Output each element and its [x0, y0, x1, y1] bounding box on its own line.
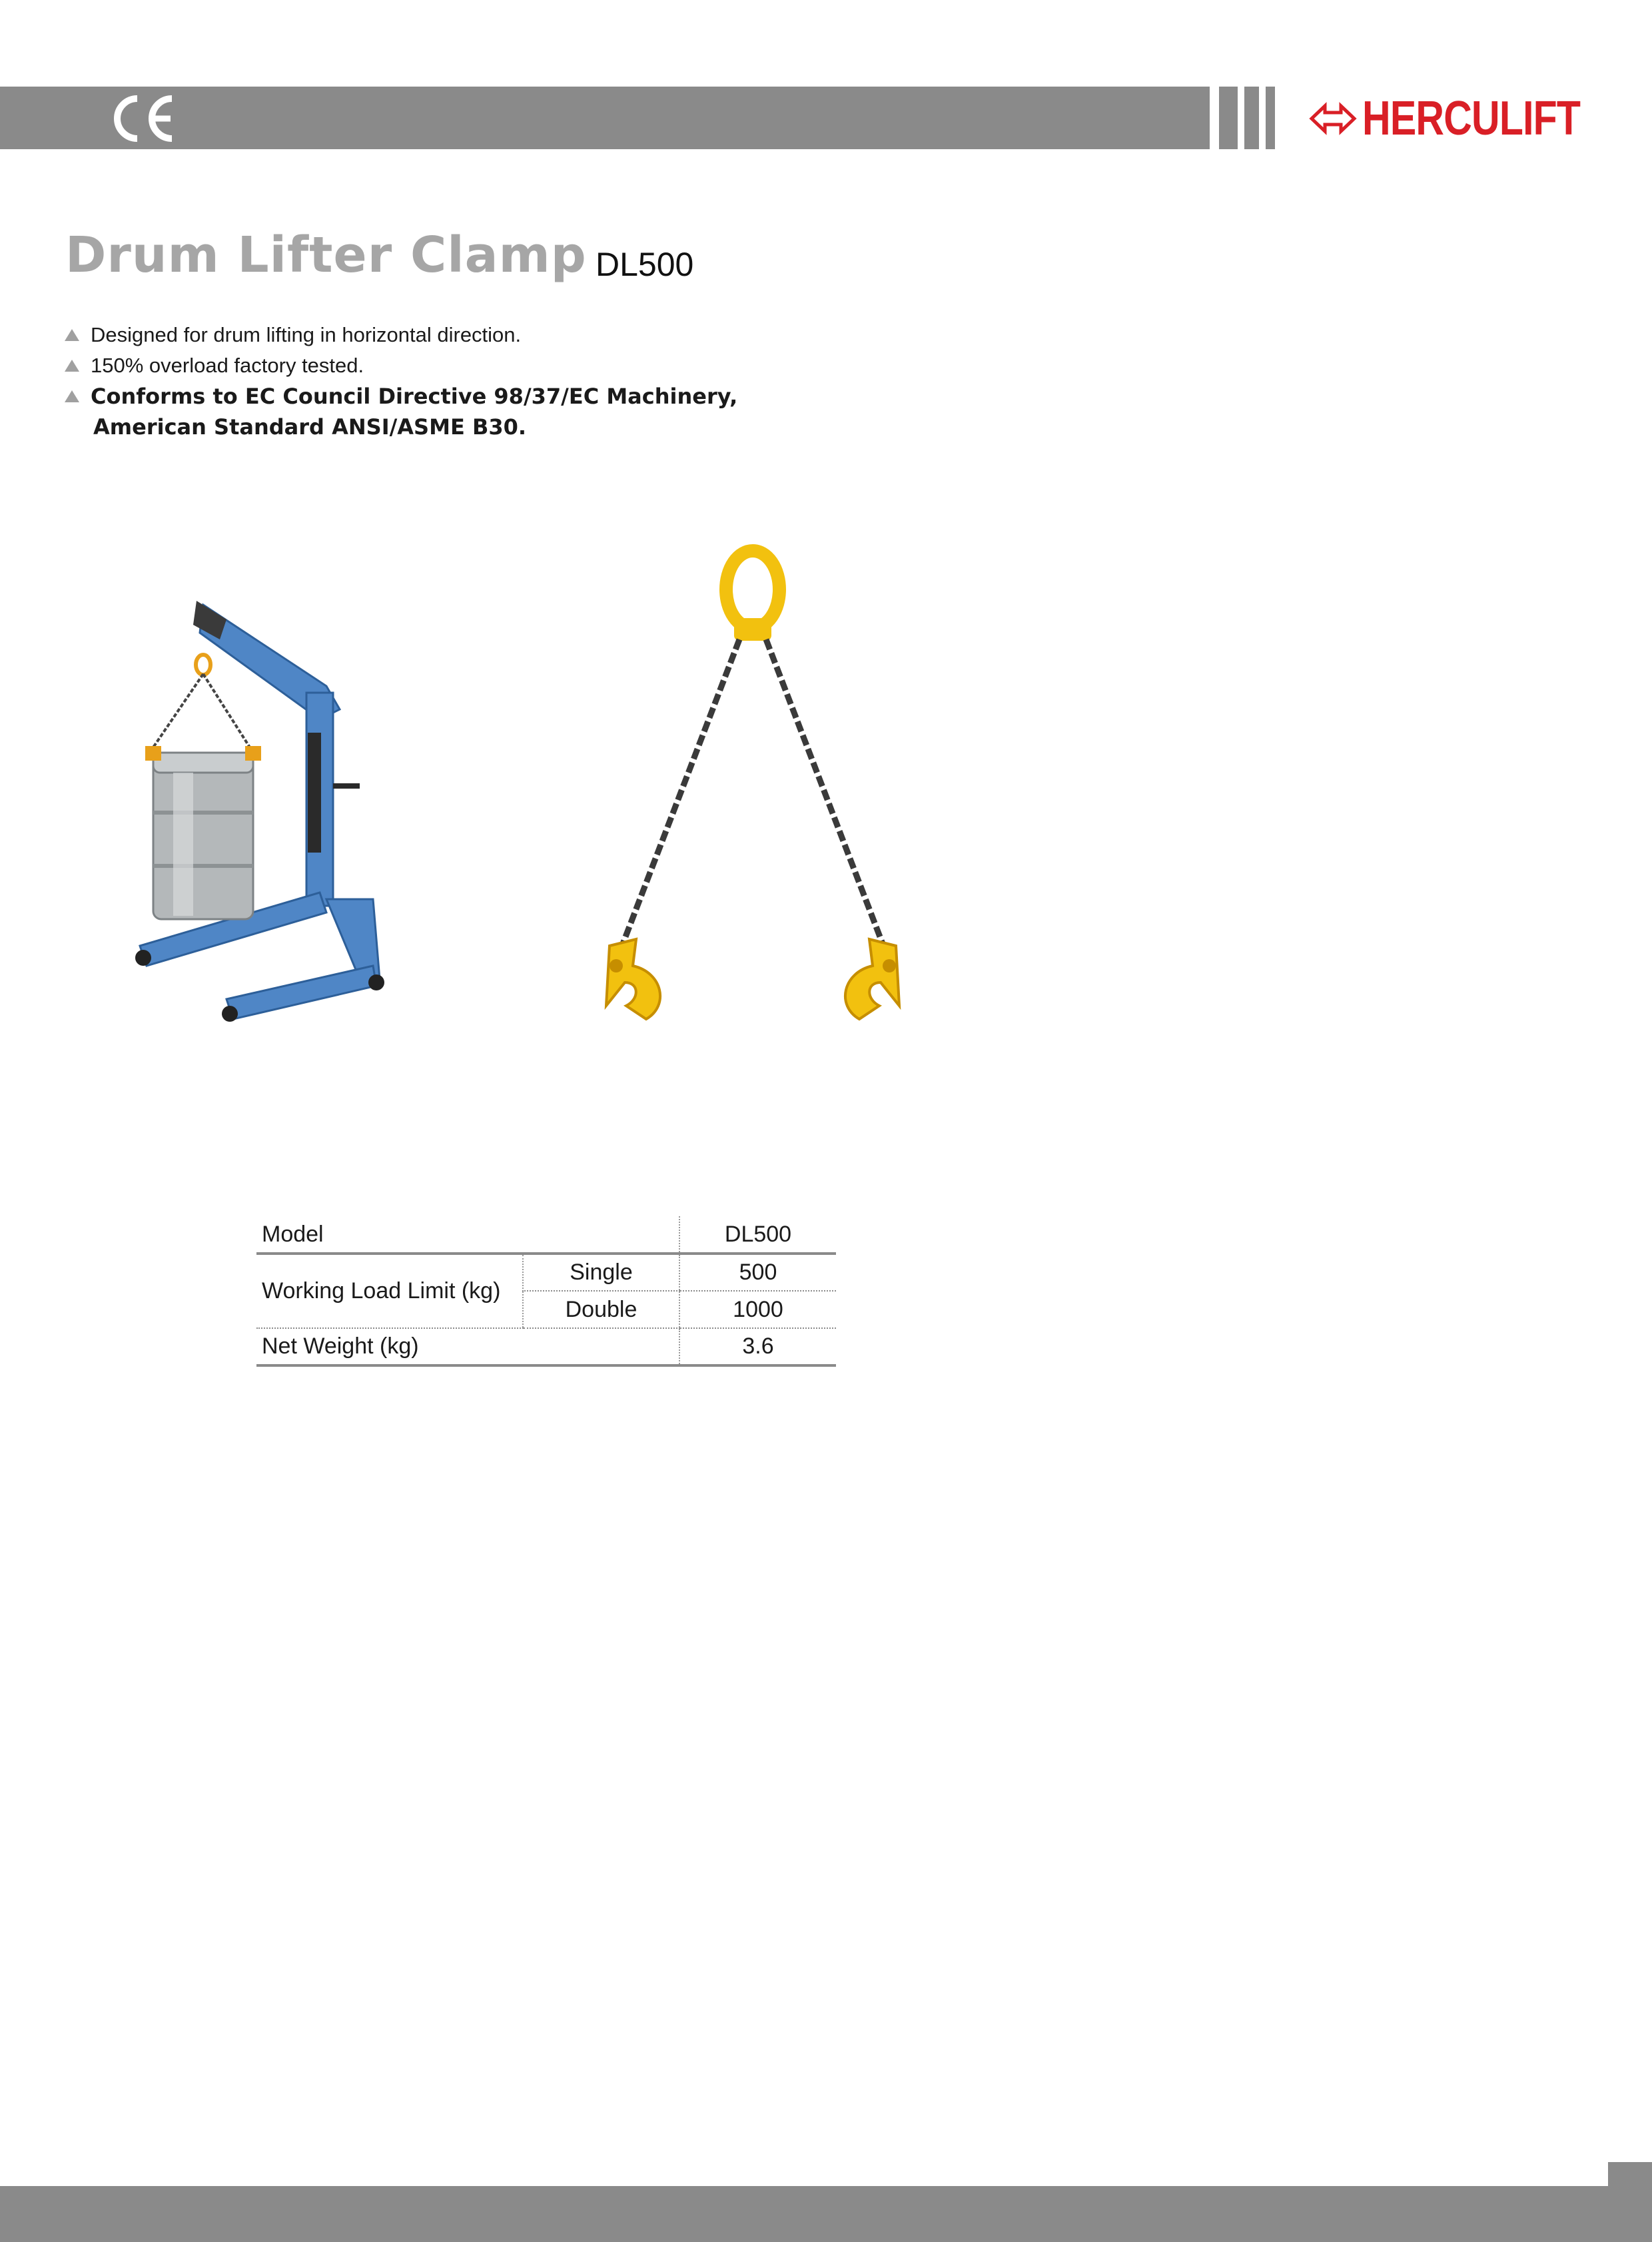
- feature-item: Conforms to EC Council Directive 98/37/EC Machinery,: [64, 381, 737, 412]
- single-label: Single: [523, 1254, 679, 1291]
- net-weight-label: Net Weight (kg): [256, 1328, 679, 1365]
- table-row: [256, 1216, 836, 1254]
- feature-item-continued: American Standard ANSI/ASME B30.: [93, 414, 527, 440]
- model-value: DL500: [679, 1216, 836, 1254]
- triangle-bullet-icon: [64, 359, 80, 372]
- double-value: 1000: [679, 1291, 836, 1328]
- footer-tab: [1608, 2162, 1652, 2189]
- wll-label: Working Load Limit (kg): [256, 1254, 523, 1328]
- drum-clamp-image: [546, 540, 959, 1052]
- drum-crane-image: [127, 593, 393, 1032]
- triangle-bullet-icon: [64, 390, 80, 403]
- product-title: Drum Lifter Clamp: [65, 226, 587, 284]
- footer-bar: [0, 2186, 1652, 2242]
- header-bar: [0, 87, 1210, 149]
- net-weight-value: 3.6: [679, 1328, 836, 1365]
- double-label: Double: [523, 1291, 679, 1328]
- table-row: [256, 1328, 836, 1365]
- product-model: DL500: [596, 246, 694, 283]
- feature-item: Designed for drum lifting in horizontal direction.: [64, 320, 737, 350]
- double-arrow-icon: [1309, 102, 1357, 135]
- brand-logo: [1309, 92, 1628, 145]
- model-label: Model: [256, 1216, 679, 1254]
- triangle-bullet-icon: [64, 328, 80, 342]
- single-value: 500: [679, 1254, 836, 1291]
- table-row: [256, 1254, 836, 1291]
- spec-table: [256, 1216, 836, 1367]
- feature-item: 150% overload factory tested.: [64, 350, 737, 381]
- brand-name: HERCULIFT: [1362, 92, 1581, 145]
- ce-mark-icon: [107, 92, 180, 145]
- feature-list: [64, 320, 737, 442]
